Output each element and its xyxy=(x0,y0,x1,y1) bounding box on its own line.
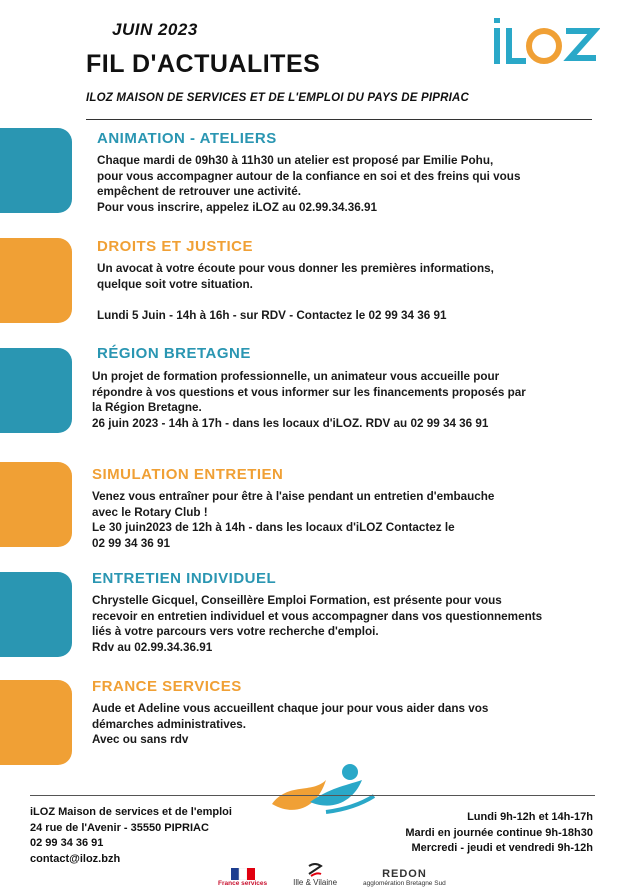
section-tab-4 xyxy=(0,462,72,547)
partner-logos xyxy=(218,853,446,887)
section-body xyxy=(92,701,488,748)
partner-label: France services xyxy=(218,880,268,887)
footer-line: iLOZ Maison de services et de l'emploi xyxy=(30,806,232,818)
section-line: la Région Bretagne. xyxy=(92,401,202,414)
section-line: Avec ou sans rdv xyxy=(92,733,189,746)
partner-redon xyxy=(363,868,446,887)
section-line: Lundi 5 Juin - 14h à 16h - sur RDV - Contactez le 02 99 34 36 91 xyxy=(97,308,447,322)
section-body xyxy=(92,593,542,655)
section-line: Le 30 juin2023 de 12h à 14h - dans les locaux d'iLOZ Contactez le xyxy=(92,521,455,534)
iloz-logo xyxy=(490,12,600,72)
section-tab-2 xyxy=(0,238,72,323)
section-line: 02 99 34 36 91 xyxy=(92,536,170,550)
section-line: recevoir en entretien individuel et vous accompagner dans vos questionnements xyxy=(92,609,543,623)
section-line: quelque soit votre situation. xyxy=(97,277,253,291)
section-line: Pour vous inscrire, appelez iLOZ au 02.99.34.36.91 xyxy=(97,200,377,214)
section-title: DROITS ET JUSTICE xyxy=(97,238,254,255)
section-tab-1 xyxy=(0,128,72,213)
section-title: ANIMATION - ATELIERS xyxy=(97,130,277,147)
section-line: Aude et Adeline vous accueillent chaque jour pour vous aider dans vos xyxy=(92,702,489,715)
section-line: pour vous accompagner autour de la confiance en soi et des freins qui vous xyxy=(97,169,521,183)
footer-divider xyxy=(30,795,595,796)
section-line xyxy=(97,292,494,308)
section-body xyxy=(92,489,494,551)
ille-vilaine-icon xyxy=(307,862,323,878)
partner-sublabel: agglomération Bretagne Sud xyxy=(363,880,446,887)
section-line: Venez vous entraîner pour être à l'aise pendant un entretien d'embauche xyxy=(92,490,495,503)
section-line: Un projet de formation professionnelle, un animateur vous accueille pour xyxy=(92,370,500,383)
page-title: FIL D'ACTUALITES xyxy=(86,50,321,78)
section-line: Rdv au 02.99.34.36.91 xyxy=(92,640,213,654)
section-body xyxy=(92,369,526,431)
section-title: RÉGION BRETAGNE xyxy=(97,345,251,362)
footer-address xyxy=(30,805,232,867)
footer-email[interactable]: contact@iloz.bzh xyxy=(30,852,121,865)
section-line: empêchent de retrouver une activité. xyxy=(97,185,301,198)
partner-france-services xyxy=(218,868,267,887)
section-line: Un avocat à votre écoute pour vous donner les premières informations, xyxy=(97,262,494,275)
hours-line: Mardi en journée continue 9h-18h30 xyxy=(405,826,593,839)
section-tab-6 xyxy=(0,680,72,765)
section-title: SIMULATION ENTRETIEN xyxy=(92,466,284,483)
section-tab-5 xyxy=(0,572,72,657)
section-line: répondre à vos questions et vous informer sur les financements proposés par xyxy=(92,385,526,399)
month-label: JUIN 2023 xyxy=(112,20,198,39)
section-line: Chrystelle Gicquel, Conseillère Emploi Formation, est présente pour vous xyxy=(92,594,502,607)
section-body xyxy=(97,261,494,323)
marianne-flag-icon xyxy=(231,868,255,880)
section-line: avec le Rotary Club ! xyxy=(92,505,208,519)
section-line: liés à votre parcours vers votre recherche d'emploi. xyxy=(92,625,379,638)
section-line: démarches administratives. xyxy=(92,717,246,731)
hours-line: Mercredi - jeudi et vendredi 9h-12h xyxy=(411,842,593,854)
footer-line: 02 99 34 36 91 xyxy=(30,837,104,849)
header-divider xyxy=(86,119,592,120)
section-title: FRANCE SERVICES xyxy=(92,678,242,695)
footer-line: 24 rue de l'Avenir - 35550 PIPRIAC xyxy=(30,821,209,834)
partner-ille-vilaine xyxy=(293,862,337,887)
section-body xyxy=(97,153,520,215)
section-tab-3 xyxy=(0,348,72,433)
section-title: ENTRETIEN INDIVIDUEL xyxy=(92,570,277,587)
partner-label: REDON xyxy=(382,868,427,880)
section-line: 26 juin 2023 - 14h à 17h - dans les locaux d'iLOZ. RDV au 02 99 34 36 91 xyxy=(92,416,489,430)
footer-hours xyxy=(405,810,593,857)
section-line: Chaque mardi de 09h30 à 11h30 un atelier est proposé par Emilie Pohu, xyxy=(97,154,494,167)
page-subtitle: ILOZ MAISON DE SERVICES ET DE L'EMPLOI DU PAYS DE PIPRIAC xyxy=(86,92,470,104)
hours-line: Lundi 9h-12h et 14h-17h xyxy=(467,811,593,823)
partner-label: Ille & Vilaine xyxy=(293,878,338,887)
